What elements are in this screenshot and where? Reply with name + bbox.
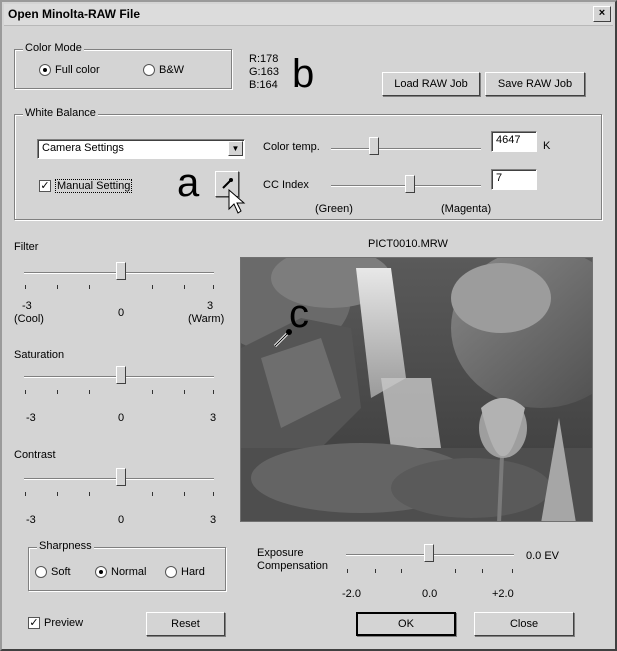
- white-balance-group: [14, 107, 602, 220]
- window-title: Open Minolta-RAW File: [8, 7, 140, 21]
- cc-index-label: CC Index: [263, 179, 309, 191]
- ok-button[interactable]: OK: [356, 612, 456, 636]
- saturation-label: Saturation: [14, 349, 65, 361]
- tick-mark: [213, 390, 214, 394]
- tick-mark: [57, 285, 58, 289]
- hard-label: Hard: [181, 566, 205, 578]
- g-value: G:163: [249, 66, 279, 78]
- tick-mark: [184, 285, 185, 289]
- tick-mark: [184, 390, 185, 394]
- radio-dot-icon: [35, 566, 47, 578]
- rgb-readout: [249, 53, 279, 92]
- soft-radio[interactable]: [35, 566, 71, 578]
- tick-mark: [152, 492, 153, 496]
- exposure-value: 0.0 EV: [526, 550, 560, 562]
- callout-c: c: [289, 292, 309, 336]
- color-temp-track[interactable]: [331, 148, 481, 150]
- check-icon: ✓: [29, 617, 39, 629]
- reset-button[interactable]: Reset: [146, 612, 225, 636]
- tick-mark: [25, 285, 26, 289]
- filter-mid: 0: [118, 307, 125, 319]
- color-temp-input[interactable]: 4647: [491, 131, 537, 152]
- save-raw-job-button[interactable]: Save RAW Job: [485, 72, 585, 96]
- color-temp-label: Color temp.: [263, 141, 320, 153]
- tick-mark: [455, 569, 456, 573]
- exposure-max: +2.0: [492, 588, 514, 600]
- radio-dot-icon: [165, 566, 177, 578]
- color-mode-label: Color Mode: [25, 42, 82, 54]
- tick-mark: [89, 390, 90, 394]
- saturation-min: -3: [26, 412, 36, 424]
- tick-mark: [347, 569, 348, 573]
- b-value: B:164: [249, 79, 278, 91]
- filter-warm-label: (Warm): [188, 313, 225, 325]
- green-label: (Green): [315, 203, 353, 215]
- mouse-cursor-icon: [228, 189, 246, 215]
- tick-mark: [89, 492, 90, 496]
- white-balance-label: White Balance: [25, 107, 96, 119]
- exposure-label-line2: Compensation: [257, 560, 328, 572]
- sharpness-label: Sharpness: [39, 540, 92, 552]
- hard-radio[interactable]: [165, 566, 205, 578]
- filter-max: 3: [207, 300, 214, 312]
- tick-mark: [57, 390, 58, 394]
- saturation-slider[interactable]: [116, 366, 126, 384]
- soft-label: Soft: [51, 566, 71, 578]
- preview-label: Preview: [44, 617, 84, 629]
- chevron-down-icon[interactable]: ▼: [228, 141, 243, 156]
- normal-label: Normal: [111, 566, 147, 578]
- filter-label: Filter: [14, 241, 39, 253]
- filter-min: -3: [22, 300, 32, 312]
- manual-setting-label: Manual Setting: [57, 180, 131, 192]
- magenta-label: (Magenta): [441, 203, 492, 215]
- title-bar[interactable]: [4, 4, 613, 26]
- image-preview[interactable]: [240, 257, 593, 522]
- contrast-mid: 0: [118, 514, 125, 526]
- tick-mark: [152, 390, 153, 394]
- tick-mark: [213, 492, 214, 496]
- saturation-max: 3: [210, 412, 217, 424]
- radio-dot-icon: [95, 566, 107, 578]
- full-color-radio[interactable]: [39, 64, 100, 76]
- tick-mark: [57, 492, 58, 496]
- load-raw-job-button[interactable]: Load RAW Job: [382, 72, 480, 96]
- tick-mark: [184, 492, 185, 496]
- tick-mark: [213, 285, 214, 289]
- callout-b: b: [292, 52, 315, 96]
- contrast-max: 3: [210, 514, 217, 526]
- radio-dot-icon: [39, 64, 51, 76]
- exposure-min: -2.0: [342, 588, 361, 600]
- exposure-slider[interactable]: [424, 544, 434, 562]
- tick-mark: [89, 285, 90, 289]
- contrast-label: Contrast: [14, 449, 56, 461]
- saturation-mid: 0: [118, 412, 125, 424]
- color-temp-slider[interactable]: [369, 137, 379, 155]
- preview-checkbox[interactable]: [28, 617, 83, 629]
- dropdown-value: Camera Settings: [42, 142, 124, 154]
- cc-index-input[interactable]: 7: [491, 169, 537, 190]
- tick-mark: [401, 569, 402, 573]
- contrast-slider[interactable]: [116, 468, 126, 486]
- cc-index-slider[interactable]: [405, 175, 415, 193]
- sharpness-group: [28, 540, 226, 591]
- full-color-label: Full color: [55, 64, 100, 76]
- close-button[interactable]: Close: [474, 612, 574, 636]
- exposure-mid: 0.0: [422, 588, 438, 600]
- tick-mark: [152, 285, 153, 289]
- tick-mark: [375, 569, 376, 573]
- white-balance-dropdown[interactable]: [37, 139, 245, 159]
- filter-slider[interactable]: [116, 262, 126, 280]
- tick-mark: [25, 390, 26, 394]
- color-mode-group: [14, 42, 232, 89]
- filter-cool-label: (Cool): [14, 313, 44, 325]
- exposure-label-line1: Exposure: [257, 547, 304, 559]
- contrast-min: -3: [26, 514, 36, 526]
- check-icon: ✓: [40, 180, 50, 192]
- radio-dot-icon: [143, 64, 155, 76]
- manual-setting-checkbox[interactable]: [39, 179, 132, 193]
- callout-a: a: [177, 161, 200, 205]
- normal-radio[interactable]: [95, 566, 146, 578]
- r-value: R:178: [249, 53, 279, 65]
- color-temp-unit: K: [543, 140, 551, 152]
- bw-radio[interactable]: [143, 64, 184, 76]
- tick-mark: [25, 492, 26, 496]
- bw-label: B&W: [159, 64, 185, 76]
- close-icon[interactable]: ×: [593, 6, 611, 22]
- filename-label: PICT0010.MRW: [368, 238, 448, 250]
- tick-mark: [512, 569, 513, 573]
- tick-mark: [482, 569, 483, 573]
